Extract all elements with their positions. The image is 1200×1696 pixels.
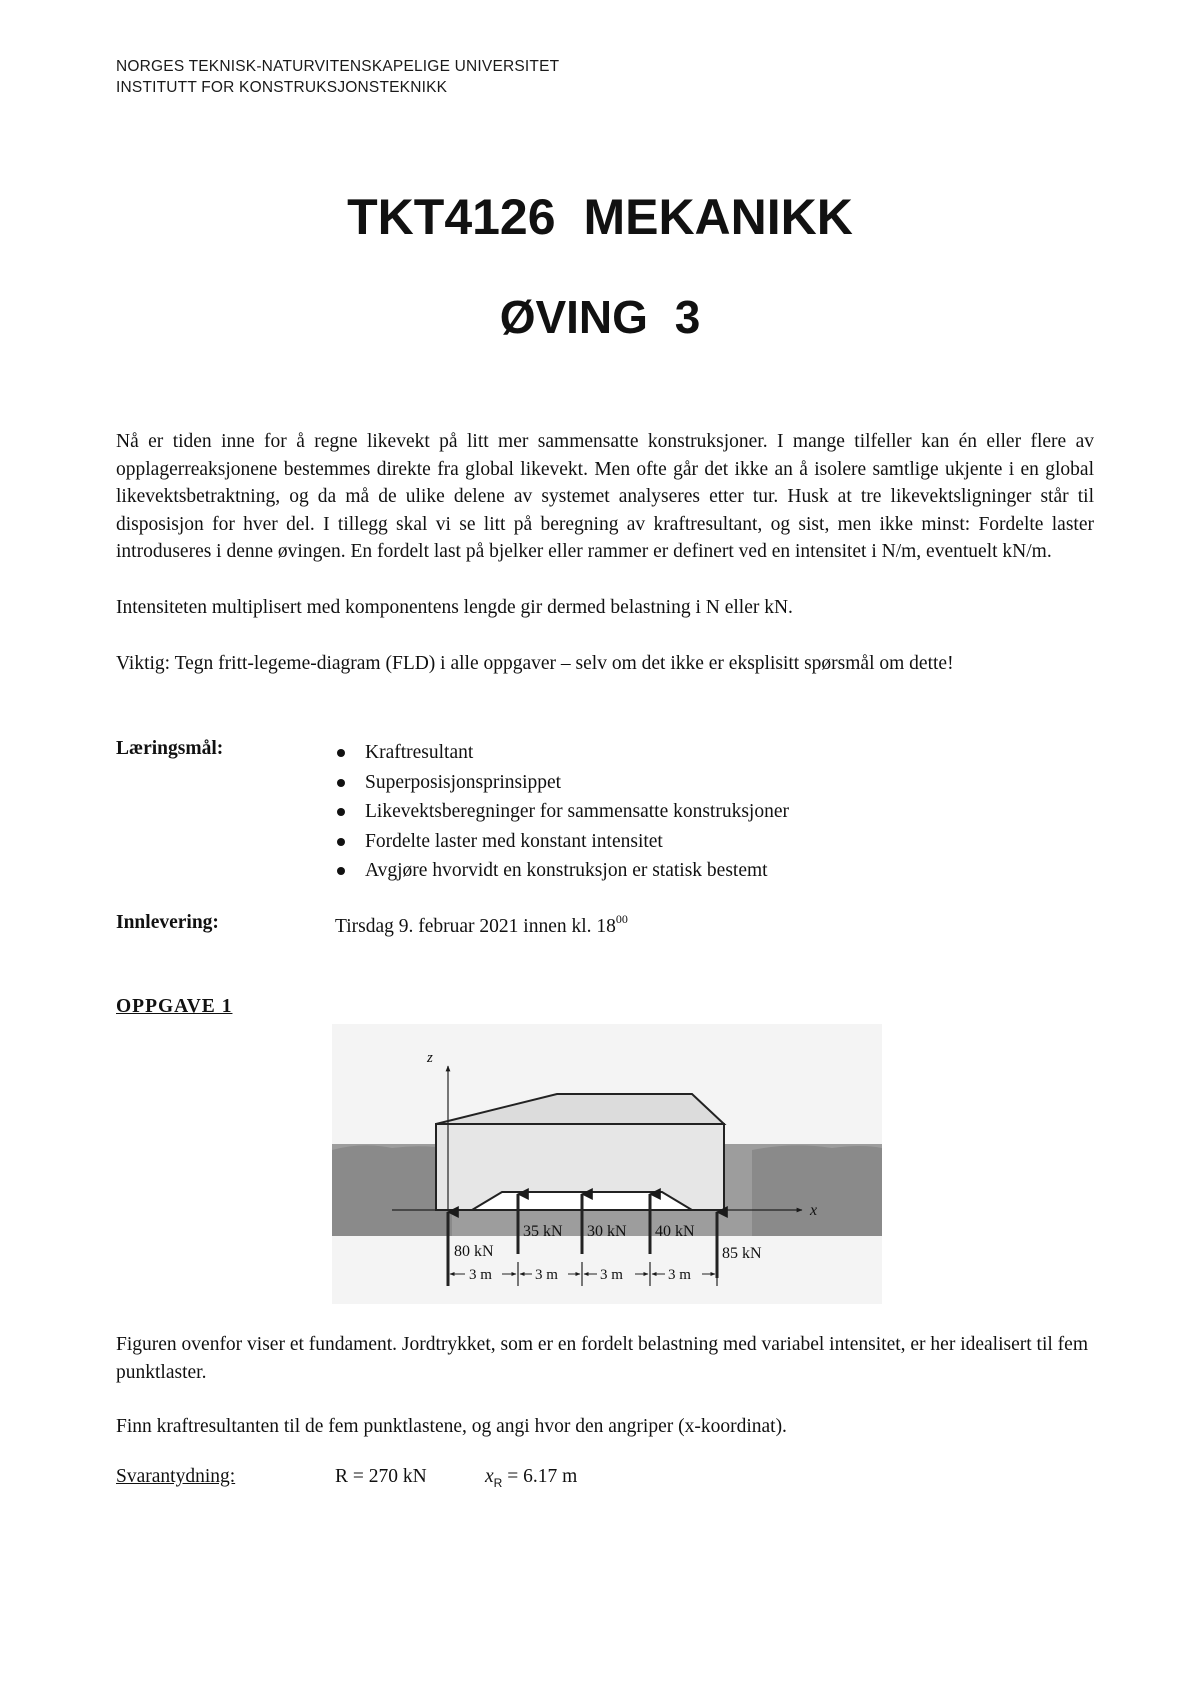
force-label-3: 30 kN xyxy=(587,1223,627,1240)
task1-question: Finn kraftresultanten til de fem punktlastene, og angi hvor den angriper (x-koordinat). xyxy=(116,1416,787,1437)
goal-item: Avgjøre hvorvidt en konstruksjon er statisk bestemt xyxy=(335,856,789,886)
z-axis-label: z xyxy=(427,1050,433,1066)
force-label-1: 80 kN xyxy=(454,1243,494,1260)
dim-label: 3 m xyxy=(600,1267,623,1283)
force-label-2: 35 kN xyxy=(523,1223,563,1240)
intro-last-line: Intensiteten multiplisert med komponentens lengde gir dermed belastning i N eller kN. xyxy=(116,597,793,618)
goal-item: Fordelte laster med konstant intensitet xyxy=(335,827,789,857)
goals-list xyxy=(335,738,789,886)
course-title: TKT4126 MEKANIKK xyxy=(347,189,853,245)
assignment-title: ØVING 3 xyxy=(499,291,701,343)
dim-label: 3 m xyxy=(668,1267,691,1283)
goal-item: Likevektsberegninger for sammensatte konstruksjoner xyxy=(335,797,789,827)
delivery-value xyxy=(335,912,628,938)
answer-x-value: = 6.17 m xyxy=(502,1466,578,1487)
header-university: NORGES TEKNISK-NATURVITENSKAPELIGE UNIVERSITET xyxy=(116,58,560,75)
delivery-time-sup: 00 xyxy=(615,912,628,926)
x-axis-label: x xyxy=(810,1202,818,1219)
task1-heading: OPPGAVE 1 xyxy=(116,996,233,1017)
dim-label: 3 m xyxy=(469,1267,492,1283)
goals-label: Læringsmål: xyxy=(116,738,224,759)
goal-item: Superposisjonsprinsippet xyxy=(335,768,789,798)
delivery-label: Innlevering: xyxy=(116,912,219,933)
intro-paragraph: Nå er tiden inne for å regne likevekt på litt mer sammensatte konstruksjoner. I mange tilfeller kan én eller flere av opplagerreaksjonene bestemmes direkte fra global likevekt. Men ofte går det ikke an å isolere samtlige ukjente i en global likevektsbetraktning, og da må de ulike delene av systemet analyseres etter tur. Husk at tre likevektsligninger står til disposisjon for hver del. I tillegg skal vi se litt på beregning av kraftresultant, og sist, men ikke minst: Fordelte laster introduseres i denne øvingen. En fordelt last på bjelker eller rammer er definert ved en intensitet i N/m, eventuelt kN/m. xyxy=(116,431,1094,562)
force-label-5: 85 kN xyxy=(722,1245,762,1262)
delivery-date: Tirsdag 9. februar 2021 innen kl. 18 xyxy=(335,916,616,937)
foundation-figure xyxy=(332,1024,882,1304)
answer-position xyxy=(485,1466,577,1490)
answer-x-symbol: x xyxy=(485,1466,494,1487)
task1-description: Figuren ovenfor viser et fundament. Jordtrykket, som er en fordelt belastning med variabel intensitet, er her idealisert til fem punktlaster. xyxy=(116,1334,1088,1383)
goal-item: Kraftresultant xyxy=(335,738,789,768)
answer-x-sub: R xyxy=(493,1475,503,1490)
dim-label: 3 m xyxy=(535,1267,558,1283)
answer-resultant: R = 270 kN xyxy=(335,1466,427,1487)
force-label-4: 40 kN xyxy=(655,1223,695,1240)
answer-label: Svarantydning: xyxy=(116,1466,236,1487)
important-note: Viktig: Tegn fritt-legeme-diagram (FLD) i alle oppgaver – selv om det ikke er eksplisitt spørsmål om dette! xyxy=(116,653,954,674)
header-institute: INSTITUTT FOR KONSTRUKSJONSTEKNIKK xyxy=(116,79,448,96)
